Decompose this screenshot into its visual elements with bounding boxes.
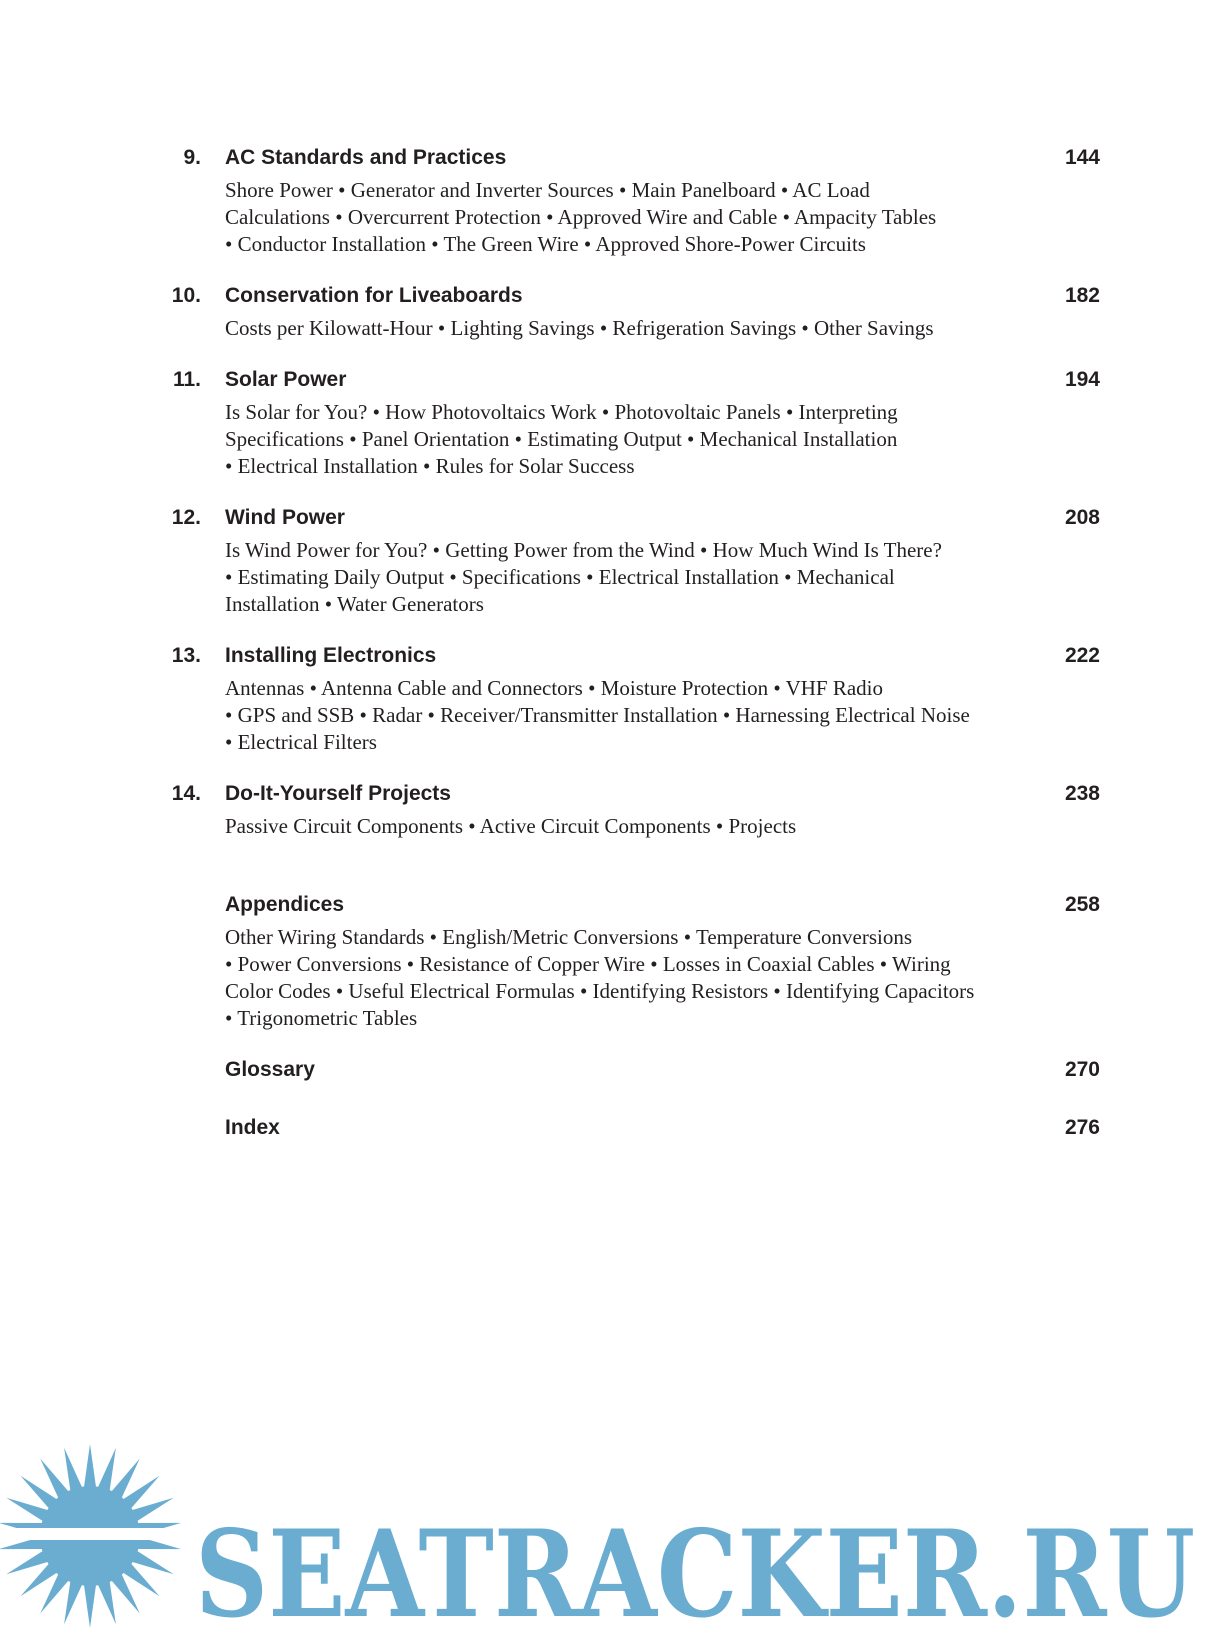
topics-line: Passive Circuit Components • Active Circuit Components • Projects [225, 814, 797, 838]
watermark [0, 1436, 1228, 1629]
chapter-number: 10. [171, 284, 201, 307]
toc-entry-index[interactable] [0, 1113, 1228, 1143]
toc-entry-9[interactable] [0, 143, 1228, 256]
section-title[interactable]: Glossary [225, 1058, 315, 1081]
chapter-title[interactable]: Solar Power [225, 368, 347, 391]
chapter-number: 13. [171, 644, 201, 667]
topics-line: Specifications • Panel Orientation • Estimating Output • Mechanical Installation [225, 427, 898, 451]
toc-entry-14[interactable] [0, 779, 1228, 838]
toc-entry-13[interactable] [0, 641, 1228, 754]
toc-entry-11[interactable] [0, 365, 1228, 478]
page-number: 270 [1064, 1058, 1100, 1081]
chapter-title[interactable]: Installing Electronics [225, 644, 437, 667]
chapter-number: 9. [183, 146, 201, 169]
chapter-number: 11. [172, 368, 201, 391]
chapter-topics [225, 399, 1025, 480]
chapter-title[interactable]: Conservation for Liveaboards [225, 284, 523, 307]
section-title[interactable]: Index [225, 1116, 280, 1139]
topics-line: Other Wiring Standards • English/Metric Conversions • Temperature Conversions [225, 925, 913, 949]
topics-line: Is Solar for You? • How Photovoltaics Work • Photovoltaic Panels • Interpreting [225, 400, 898, 424]
page-number: 238 [1064, 782, 1100, 805]
chapter-topics [225, 813, 1025, 840]
topics-line: Antennas • Antenna Cable and Connectors • Moisture Protection • VHF Radio [225, 676, 883, 700]
page-number: 144 [1064, 146, 1100, 169]
page-number: 258 [1064, 893, 1100, 916]
page-number: 208 [1064, 506, 1100, 529]
chapter-title[interactable]: Wind Power [225, 506, 345, 529]
chapter-topics [225, 177, 1025, 258]
chapter-topics [225, 675, 1025, 756]
watermark-graphic [0, 1436, 1228, 1629]
topics-line: • Electrical Filters [225, 730, 377, 754]
topics-line: Installation • Water Generators [225, 592, 484, 616]
topics-line: Costs per Kilowatt-Hour • Lighting Savings • Refrigeration Savings • Other Savings [225, 316, 934, 340]
page-number: 276 [1064, 1116, 1100, 1139]
toc-entry-12[interactable] [0, 503, 1228, 616]
chapter-topics [225, 315, 1025, 342]
topics-line: Shore Power • Generator and Inverter Sources • Main Panelboard • AC Load [225, 178, 870, 202]
topics-line: • Conductor Installation • The Green Wire • Approved Shore-Power Circuits [225, 232, 866, 256]
section-topics [225, 924, 1025, 1032]
topics-line: • Estimating Daily Output • Specifications • Electrical Installation • Mechanical [225, 565, 895, 589]
toc-entry-glossary[interactable] [0, 1055, 1228, 1085]
page-number: 182 [1064, 284, 1100, 307]
section-title[interactable]: Appendices [225, 893, 345, 916]
page-number: 194 [1064, 368, 1100, 391]
topics-line: Calculations • Overcurrent Protection • Approved Wire and Cable • Ampacity Tables [225, 205, 937, 229]
page-number: 222 [1064, 644, 1100, 667]
chapter-number: 14. [171, 782, 201, 805]
chapter-topics [225, 537, 1025, 618]
toc-entry-10[interactable] [0, 281, 1228, 340]
watermark-text: SEATRACKER.RU [195, 1504, 1195, 1629]
chapter-title[interactable]: Do-It-Yourself Projects [225, 782, 451, 805]
sun-icon [0, 1444, 181, 1628]
topics-line: • Trigonometric Tables [225, 1006, 418, 1030]
topics-line: • Power Conversions • Resistance of Copper Wire • Losses in Coaxial Cables • Wiring [225, 952, 951, 976]
toc-entry-appendices[interactable] [0, 890, 1228, 1030]
chapter-title[interactable]: AC Standards and Practices [225, 146, 507, 169]
topics-line: Color Codes • Useful Electrical Formulas • Identifying Resistors • Identifying Capacitors [225, 979, 975, 1003]
topics-line: Is Wind Power for You? • Getting Power from the Wind • How Much Wind Is There? [225, 538, 942, 562]
topics-line: • Electrical Installation • Rules for Solar Success [225, 454, 635, 478]
chapter-number: 12. [171, 506, 201, 529]
topics-line: • GPS and SSB • Radar • Receiver/Transmitter Installation • Harnessing Electrical Noise [225, 703, 970, 727]
